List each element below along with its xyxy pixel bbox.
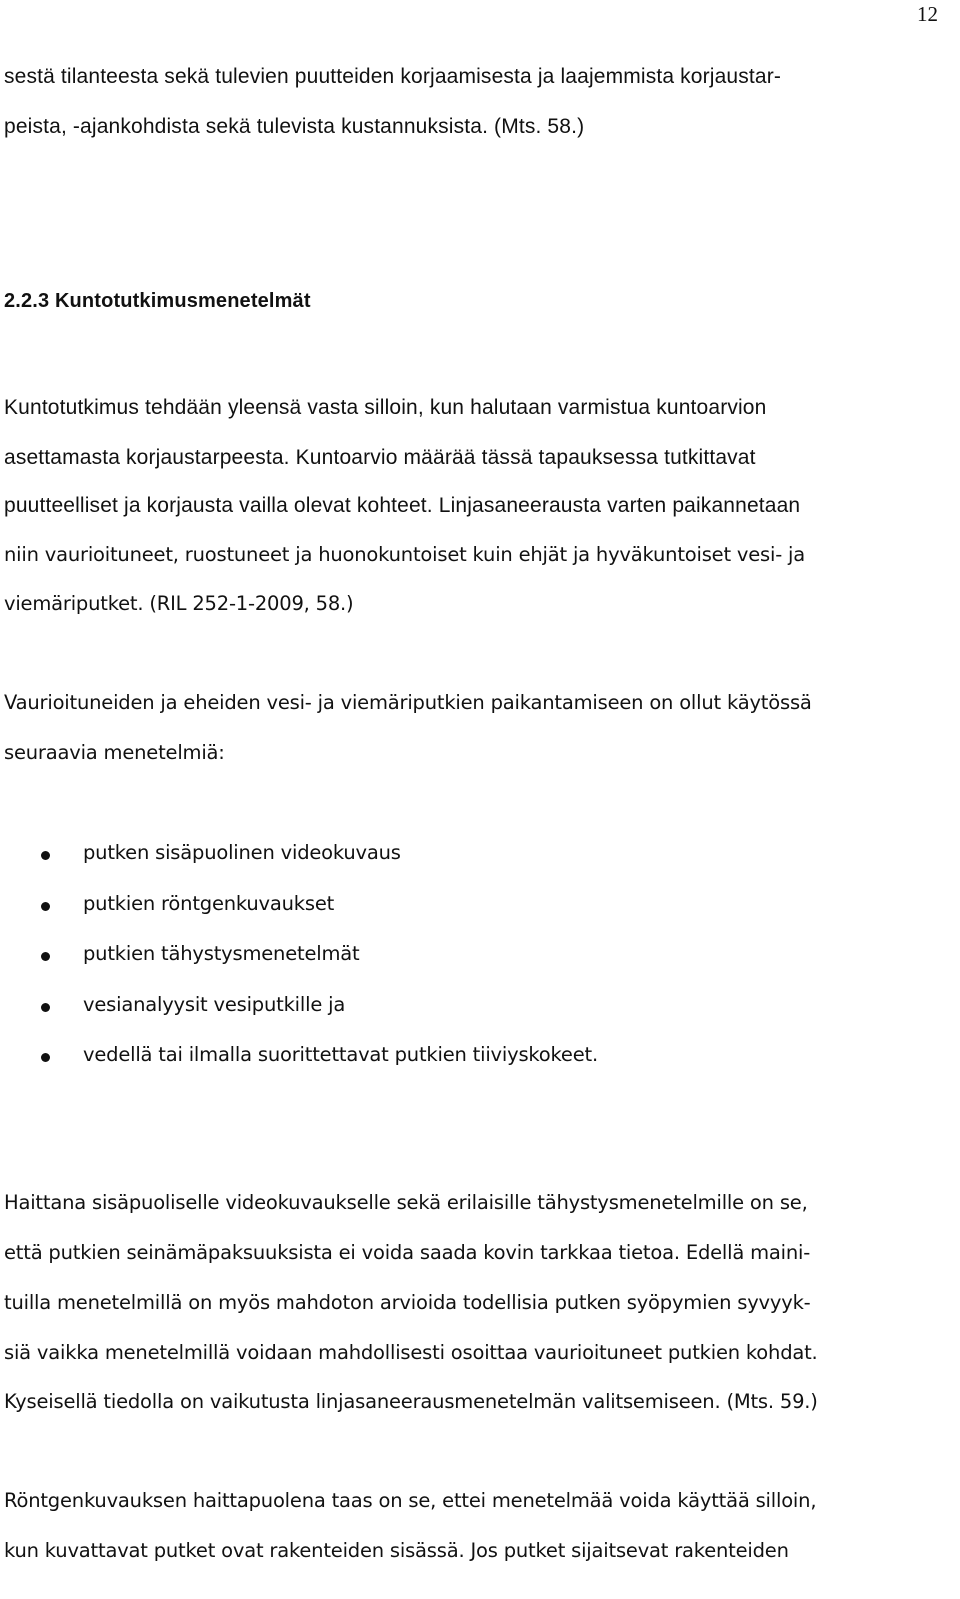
- paragraph-line: Röntgenkuvauksen haittapuolena taas on se, ettei menetelmää voida käyttää silloin,: [4, 1489, 817, 1512]
- list-item-text: putkien röntgenkuvaukset: [83, 892, 335, 915]
- bullet-icon: [41, 1003, 50, 1012]
- paragraph-line: kun kuvattavat putket ovat rakenteiden sisässä. Jos putket sijaitsevat rakenteiden: [4, 1539, 789, 1562]
- bullet-icon: [41, 952, 50, 961]
- bullet-icon: [41, 851, 50, 860]
- paragraph-line: viemäriputket. (RIL 252-1-2009, 58.): [4, 592, 354, 615]
- paragraph-line: Kuntotutkimus tehdään yleensä vasta silloin, kun halutaan varmistua kuntoarvion: [4, 396, 767, 419]
- paragraph-line: puutteelliset ja korjausta vailla olevat kohteet. Linjasaneerausta varten paikannetaan: [4, 494, 801, 517]
- paragraph-line: siä vaikka menetelmillä voidaan mahdollisesti osoittaa vaurioituneet putkien kohdat.: [4, 1341, 818, 1364]
- bullet-icon: [41, 1053, 50, 1062]
- list-item-text: vedellä tai ilmalla suorittettavat putkien tiiviyskokeet.: [83, 1043, 598, 1066]
- paragraph-line: Haittana sisäpuoliselle videokuvaukselle sekä erilaisille tähystysmenetelmille on se,: [4, 1191, 808, 1214]
- paragraph-line: Kyseisellä tiedolla on vaikutusta linjasaneerausmenetelmän valitsemiseen. (Mts. 59.): [4, 1390, 818, 1413]
- paragraph-line: että putkien seinämäpaksuuksista ei voida saada kovin tarkkaa tietoa. Edellä maini-: [4, 1241, 811, 1264]
- list-item-text: vesianalyysit vesiputkille ja: [83, 993, 346, 1016]
- paragraph-line: niin vaurioituneet, ruostuneet ja huonokuntoiset kuin ehjät ja hyväkuntoiset vesi- ja: [4, 543, 806, 566]
- list-item-text: putkien tähystysmenetelmät: [83, 942, 360, 965]
- paragraph-line: Vaurioituneiden ja eheiden vesi- ja viemäriputkien paikantamiseen on ollut käytössä: [4, 691, 812, 714]
- paragraph-line: tuilla menetelmillä on myös mahdoton arvioida todellisia putken syöpymien syvyyk-: [4, 1291, 811, 1314]
- paragraph-line: peista, -ajankohdista sekä tulevista kustannuksista. (Mts. 58.): [4, 115, 585, 138]
- page-number: 12: [917, 2, 938, 26]
- paragraph-line: seuraavia menetelmiä:: [4, 741, 225, 764]
- section-heading: 2.2.3 Kuntotutkimusmenetelmät: [4, 290, 311, 312]
- list-item-text: putken sisäpuolinen videokuvaus: [83, 841, 401, 864]
- bullet-icon: [41, 902, 50, 911]
- paragraph-line: sestä tilanteesta sekä tulevien puutteiden korjaamisesta ja laajemmista korjaustar-: [4, 65, 782, 88]
- paragraph-line: asettamasta korjaustarpeesta. Kuntoarvio määrää tässä tapauksessa tutkittavat: [4, 446, 756, 469]
